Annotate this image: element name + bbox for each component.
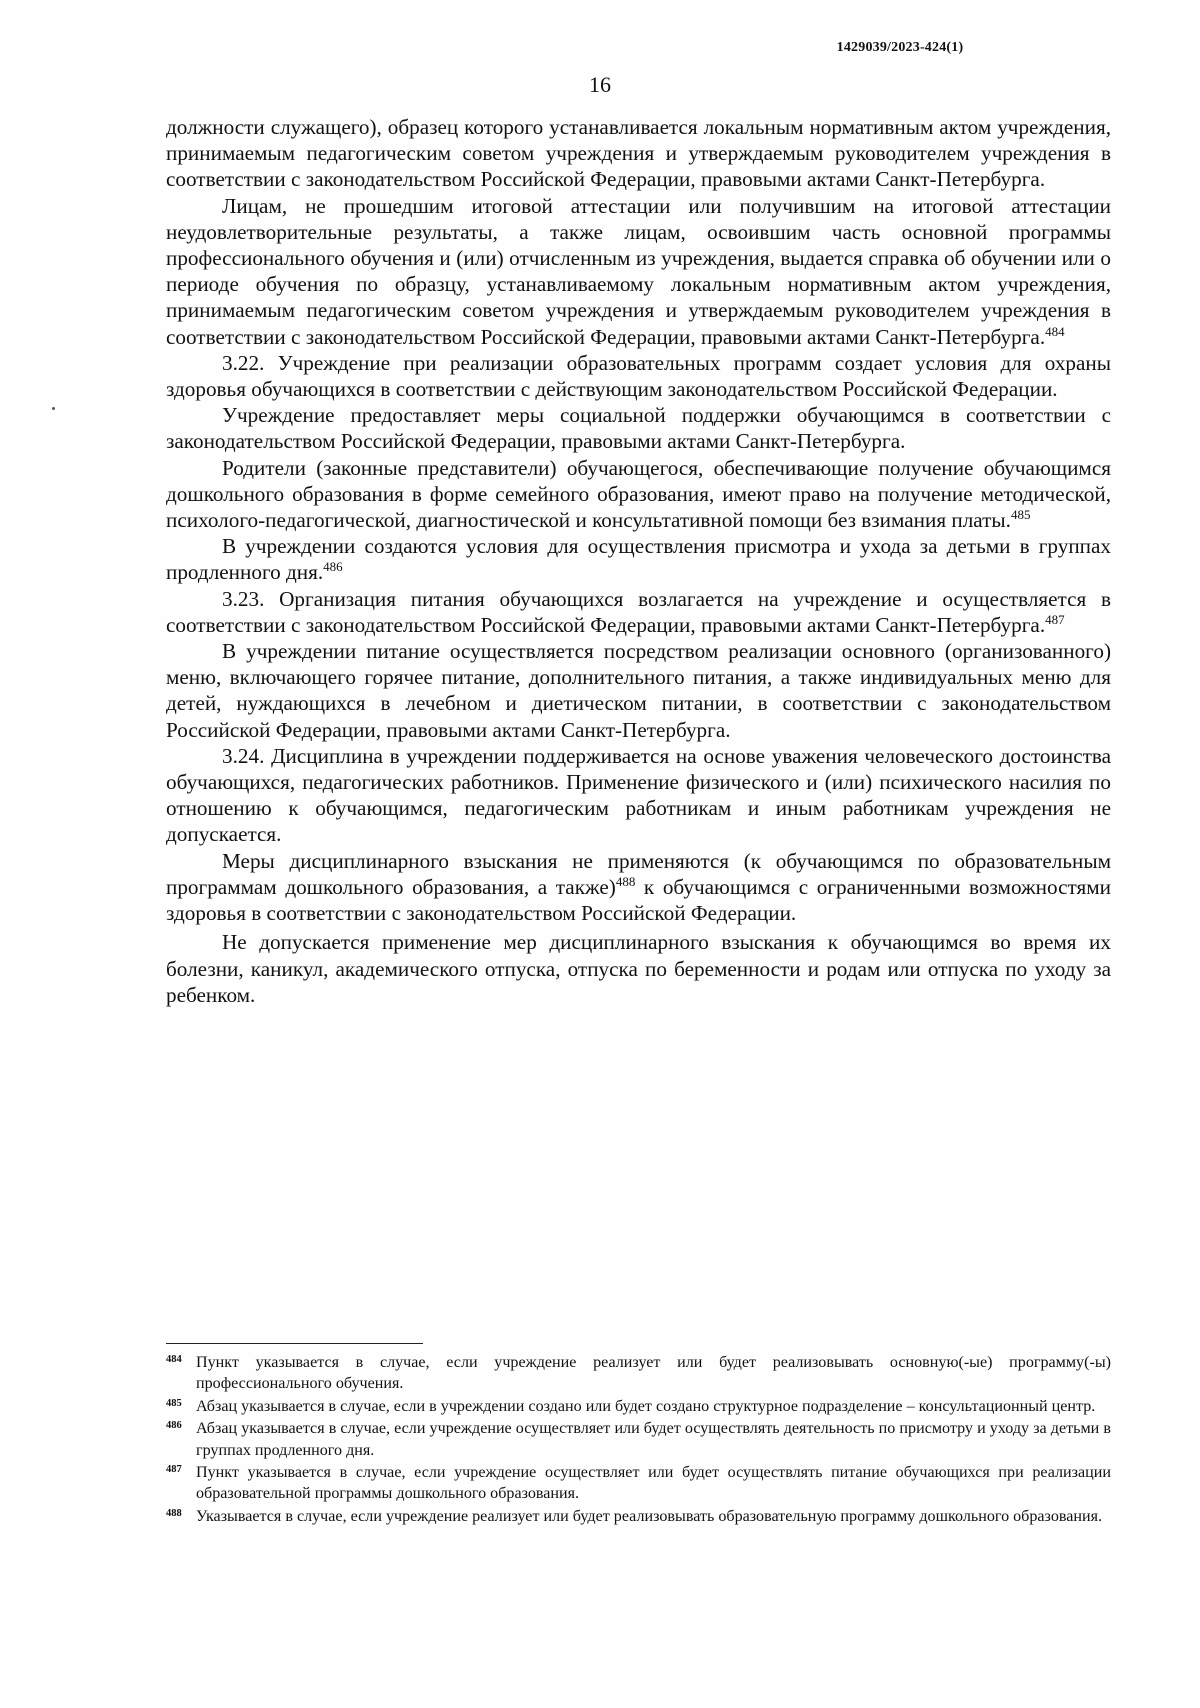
footnote-ref[interactable]: 485 — [1010, 506, 1031, 522]
paragraph: Родители (законные представители) обучающегося, обеспечивающие получение обучающимся дошкольного образования в форме семейного образования, имеют право на получение методической, психолого-педагогической, диагностической и консультативной помощи без взимания платы.$^{485}$ — [166, 455, 1111, 533]
footnote-text: Пункт указывается в случае, если учреждение осуществляет или будет осуществлять питание обучающихся при реализации образовательной программы дошкольного образования. — [196, 1464, 1111, 1503]
footnote-text: Указывается в случае, если учреждение реализует или будет реализовывать образовательную программу дошкольного образования. — [196, 1507, 1103, 1525]
footnote-number: 484 — [166, 1354, 182, 1365]
paragraph: В учреждении создаются условия для осуществления присмотра и ухода за детьми в группах продленного дня.$^{486}$ — [166, 534, 1111, 585]
footnote — [166, 1418, 1111, 1461]
footnote — [166, 1396, 1111, 1417]
footnote-ref[interactable]: 486 — [323, 559, 343, 575]
footnote-text: Пункт указывается в случае, если учреждение реализует или будет реализовывать основную(-ые) программу(-ы) профессионального обучения. — [196, 1354, 1111, 1393]
footnote — [166, 1462, 1111, 1505]
paragraph: Меры дисциплинарного взыскания не применяются (к обучающимся по образовательным программам дошкольного образования, а также)$^{488}$ к обучающимся с ограниченными возможностями здоровья в соответствии с законодательством Российской Федерации. — [166, 848, 1111, 926]
paragraph: должности служащего), образец которого устанавливается локальным нормативным актом учреждения, принимаемым педагогическим советом учреждения и утверждаемым руководителем учреждения в соответствии с законодательством Российской Федерации, правовыми актами Санкт-Петербурга. — [166, 115, 1111, 192]
paragraph: Учреждение предоставляет меры социальной поддержки обучающимся в соответствии с законодательством Российской Федерации, правовыми актами Санкт-Петербурга. — [166, 403, 1111, 454]
footnote-number: 488 — [166, 1507, 182, 1519]
footnote-ref[interactable]: 484 — [1045, 323, 1065, 339]
footnote-number: 485 — [166, 1397, 182, 1409]
paragraph: 3.23. Организация питания обучающихся возлагается на учреждение и осуществляется в соответствии с законодательством Российской Федерации, правовыми актами Санкт-Петербурга.$^{487}$ — [166, 586, 1111, 637]
footnote-separator — [166, 1343, 423, 1344]
scan-speck — [52, 407, 55, 410]
footnotes — [166, 1352, 1111, 1528]
footnote-ref[interactable]: 487 — [1045, 611, 1065, 627]
footnote — [166, 1506, 1111, 1527]
footnote-number: 487 — [166, 1464, 182, 1476]
footnote-ref[interactable]: 488 — [615, 873, 636, 889]
paragraph: 3.24. Дисциплина в учреждении поддерживается на основе уважения человеческого достоинства обучающихся, педагогических работников. Применение физического и (или) психического насилия по отношению к обучающимся, педагогическим работникам и иным работникам учреждения не допускается. — [166, 743, 1111, 847]
footnote-number: 486 — [166, 1420, 182, 1432]
footnote-text: Абзац указывается в случае, если учреждение осуществляет или будет осуществлять деятельность по присмотру и уходу за детьми в группах продленного дня. — [196, 1420, 1111, 1459]
paragraph: В учреждении питание осуществляется посредством реализации основного (организованного) меню, включающего горячее питание, дополнительного питания, а также индивидуальных меню для детей, нуждающихся в лечебном и диетическом питании, в соответствии с законодательством Российской Федерации, правовыми актами Санкт-Петербурга. — [166, 639, 1111, 742]
paragraph: 3.22. Учреждение при реализации образовательных программ создает условия для охраны здоровья обучающихся в соответствии с действующим законодательством Российской Федерации. — [166, 350, 1111, 402]
document-id: 1429039/2023-424(1) — [836, 40, 964, 55]
paragraph: Лицам, не прошедшим итоговой аттестации или получившим на итоговой аттестации неудовлетворительные результаты, а также лицам, освоившим часть основной программы профессионального обучения и (или) отчисленным из учреждения, выдается справка об обучении или о периоде обучения по образцу, устанавливаемому локальным нормативным актом учреждения, принимаемым педагогическим советом учреждения и утверждаемым руководителем учреждения в соответствии с законодательством Российской Федерации, правовыми актами Санкт-Петербурга.$^{484}$ — [166, 193, 1111, 349]
footnote-text: Абзац указывается в случае, если в учреждении создано или будет создано структурное подразделение – консультационный центр. — [196, 1397, 1096, 1415]
document-body — [166, 114, 1111, 1008]
footnote — [166, 1352, 1111, 1395]
paragraph: Не допускается применение мер дисциплинарного взыскания к обучающимся во время их болезни, каникул, академического отпуска, отпуска по беременности и родам или отпуска по уходу за ребенком. — [166, 930, 1111, 1007]
page-number: 16 — [589, 72, 611, 97]
